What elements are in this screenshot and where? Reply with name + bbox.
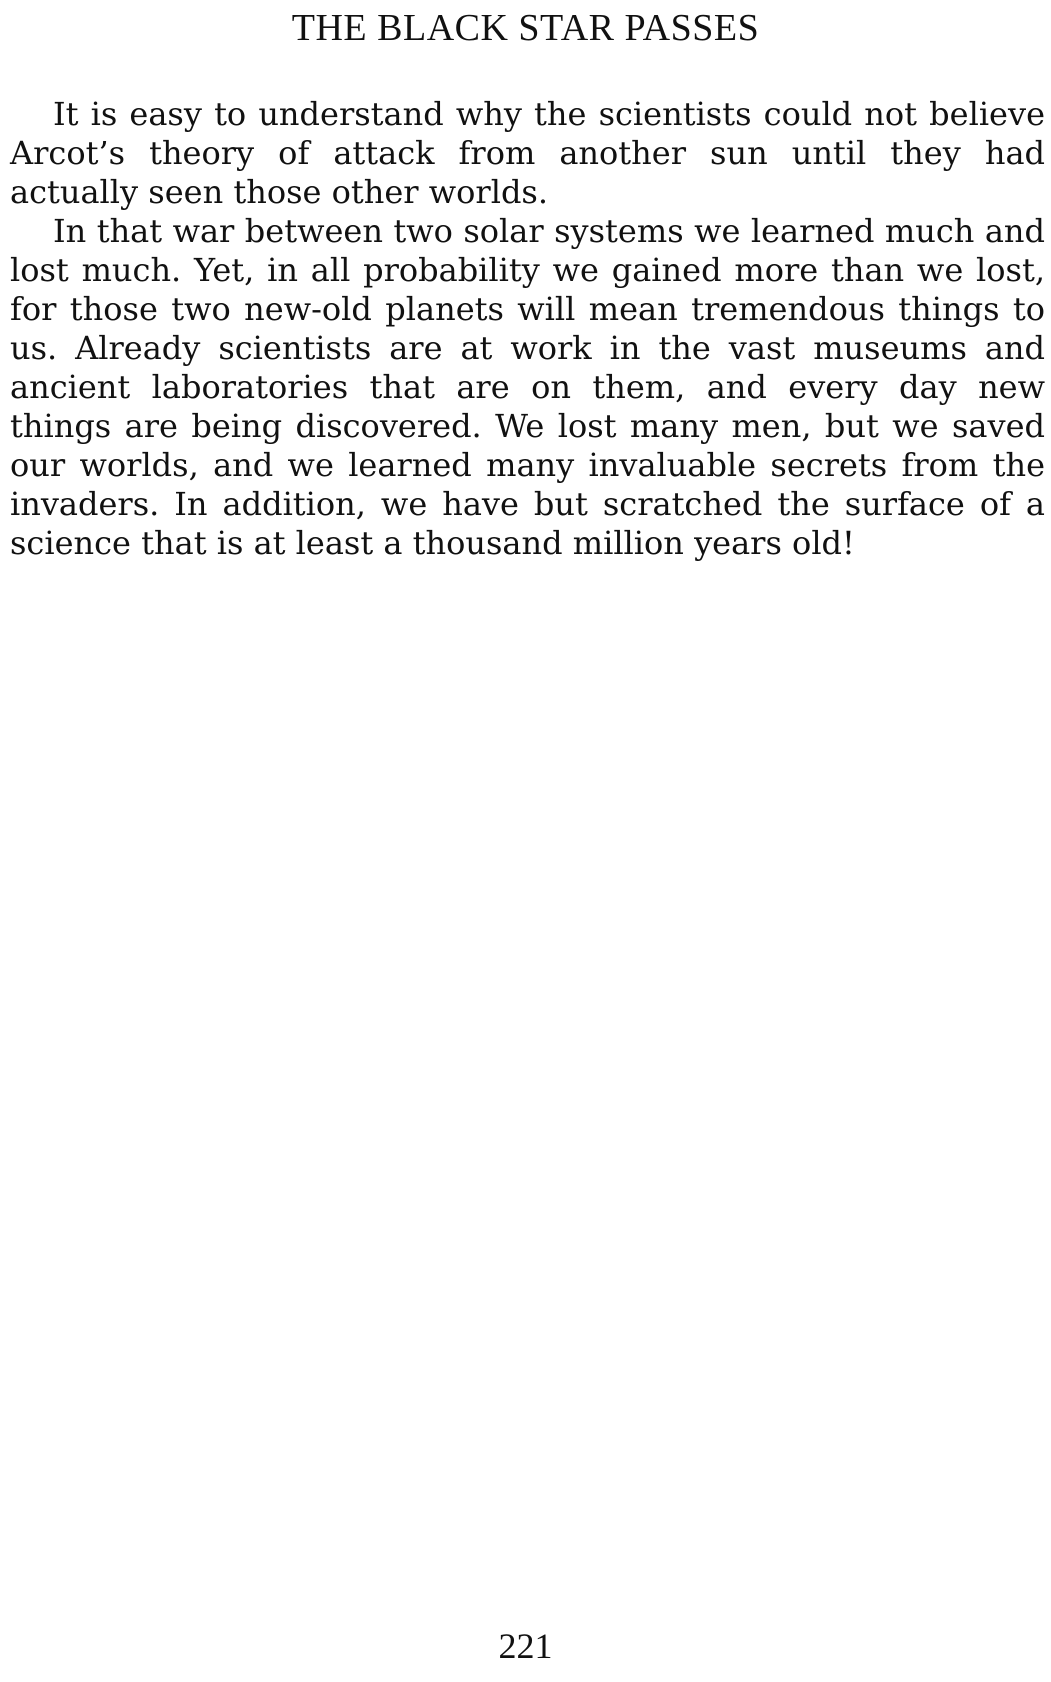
paragraph-1: It is easy to understand why the scientists could not believe Arcot’s theory of attack from another sun until they had actually seen those other worlds.	[10, 95, 1045, 211]
body-text	[10, 95, 1045, 563]
paragraph-2: In that war between two solar systems we learned much and lost much. Yet, in all probability we gained more than we lost, for those two new-old planets will mean tremendous things to us. Already scientists are at work in the vast museums and ancient laboratories that are on them, and every day new things are being discovered. We lost many men, but we saved our worlds, and we learned many invaluable secrets from the invaders. In addition, we have but scratched the surface of a science that is at least a thousand million years old!	[10, 212, 1045, 562]
running-head-title: THE BLACK STAR PASSES	[291, 7, 760, 49]
page-number: 221	[498, 1626, 553, 1666]
